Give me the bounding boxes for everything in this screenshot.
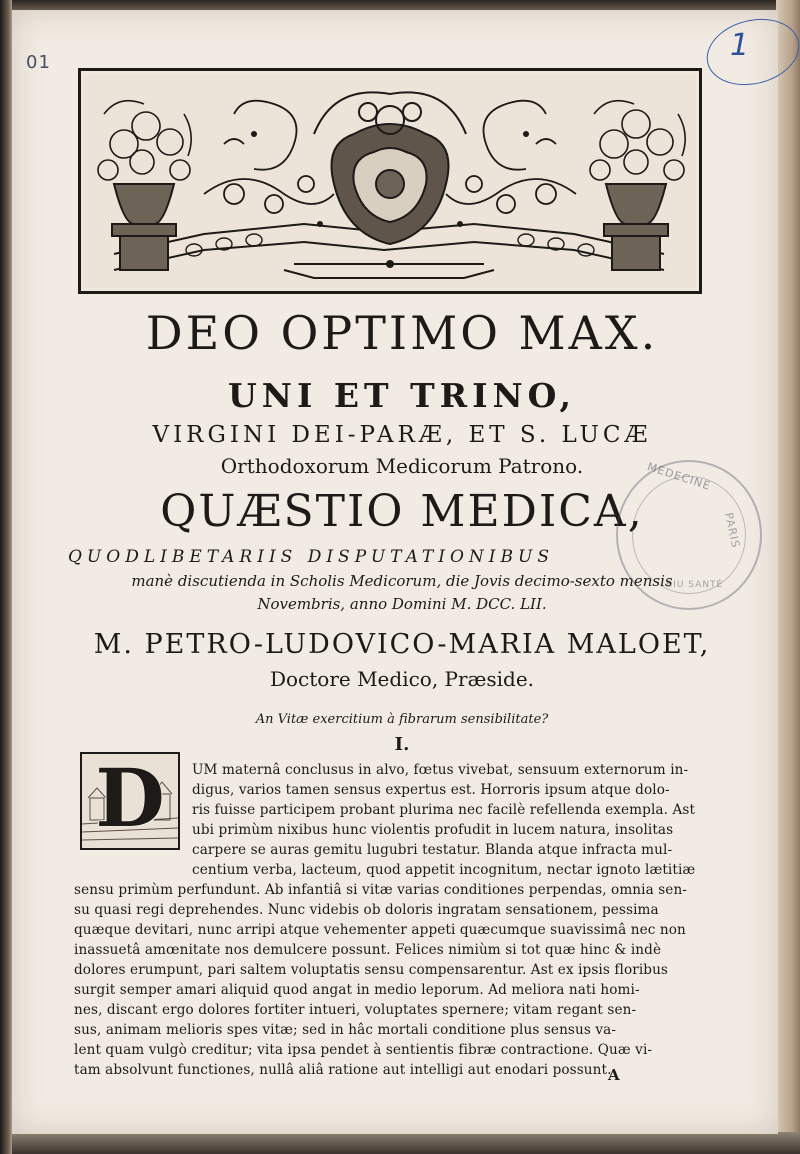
printed-page: [12, 10, 778, 1134]
body-line: nes, discant ergo dolores fortiter intueri, voluptates spernere; vitam regant sen-: [74, 1002, 637, 1018]
initial-letter: D: [95, 752, 165, 845]
subtitle-line-1: QUODLIBETARIIS DISPUTATIONIBUS: [68, 547, 554, 567]
body-line: surgit semper amari aliquid quod angat in medio leporum. Ad meliora nati homi-: [74, 982, 640, 998]
book-binding-gutter: [0, 0, 12, 1154]
body-line: dolores erumpunt, pari saltem voluptatis sensu compensarentur. Ast ex ipsis floribus: [74, 962, 669, 978]
body-line: inassuetâ amœnitate nos demulcere possunt. Felices nimiùm si tot quæ hinc & indè: [74, 942, 662, 958]
ink-folio-number: 1: [730, 28, 750, 63]
body-line: ris fuisse participem probant plurima nec facilè refellenda exempla. Ast: [192, 802, 696, 818]
body-line: carpere se auras gemitu lugubri testatur. Blanda atque infracta mul-: [192, 842, 673, 858]
library-stamp: [616, 460, 762, 610]
body-line: digus, varios tamen sensus expertus est. Horroris ipsum atque dolo-: [192, 782, 670, 798]
section-number: I.: [394, 734, 410, 755]
stamp-text-top: MEDECINE: [645, 460, 713, 493]
subtitle-line-3: Novembris, anno Domini M. DCC. LII.: [257, 595, 547, 613]
dedication-title-line-2: UNI ET TRINO,: [228, 376, 576, 415]
praeses-title: Doctore Medico, Præside.: [269, 667, 535, 691]
left-flower-urn: [112, 184, 176, 270]
stamp-text-bottom: BIU SANTÉ: [666, 580, 724, 590]
pencil-folio-number: 01: [26, 52, 51, 73]
dedication-title-line-3: VIRGINI DEI-PARÆ, ET S. LUCÆ: [152, 422, 652, 448]
praeses-name: M. PETRO-LUDOVICO-MARIA MALOET,: [93, 629, 711, 660]
thesis-question: An Vitæ exercitium à fibrarum sensibilitate?: [255, 712, 549, 727]
subtitle-line-2: manè discutienda in Scholis Medicorum, die Jovis decimo-sexto mensis: [131, 572, 673, 590]
ornamental-headpiece: [78, 68, 702, 294]
body-line: lent quam vulgò creditur; vita ipsa pendet à sentientis fibræ contractione. Quæ vi-: [74, 1042, 653, 1058]
page-stack-edge: [776, 0, 800, 1154]
dedication-title-line-1: DEO OPTIMO MAX.: [145, 306, 659, 360]
dedication-title-line-4: Orthodoxorum Medicorum Patrono.: [220, 454, 584, 478]
book-edge-bottom: [0, 1132, 800, 1154]
body-line: ubi primùm nixibus hunc violentis profudit in lucem natura, insolitas: [192, 822, 674, 838]
catchword: A: [608, 1066, 620, 1084]
headpiece-engraving: [84, 74, 696, 288]
decorated-initial: [80, 752, 180, 850]
body-line: sus, animam melioris spes vitæ; sed in hâc mortali conditione plus sensus va-: [74, 1022, 617, 1038]
body-line: centium verba, lacteum, quod appetit incognitum, nectar ignoto lætitiæ: [192, 862, 696, 878]
stamp-text-side: PARIS: [722, 511, 743, 550]
quaestio-heading: QUÆSTIO MEDICA,: [160, 486, 644, 537]
body-line: quæque devitari, nunc arripi atque vehementer appeti quæcumque suavissimâ nec non: [74, 922, 686, 938]
body-line: sensu primùm perfundunt. Ab infantiâ si vitæ varias conditiones perpendas, omnia sen-: [74, 882, 688, 898]
body-line: su quasi regi deprehendes. Nunc videbis ob doloris ingratam sensationem, pessima: [74, 902, 659, 918]
right-flower-urn: [604, 184, 668, 270]
body-line: tam absolvunt functiones, nullâ aliâ ratione aut intelligi aut enodari possunt.: [74, 1062, 612, 1078]
body-line: UM maternâ conclusus in alvo, fœtus vivebat, sensuum externorum in-: [192, 762, 689, 778]
